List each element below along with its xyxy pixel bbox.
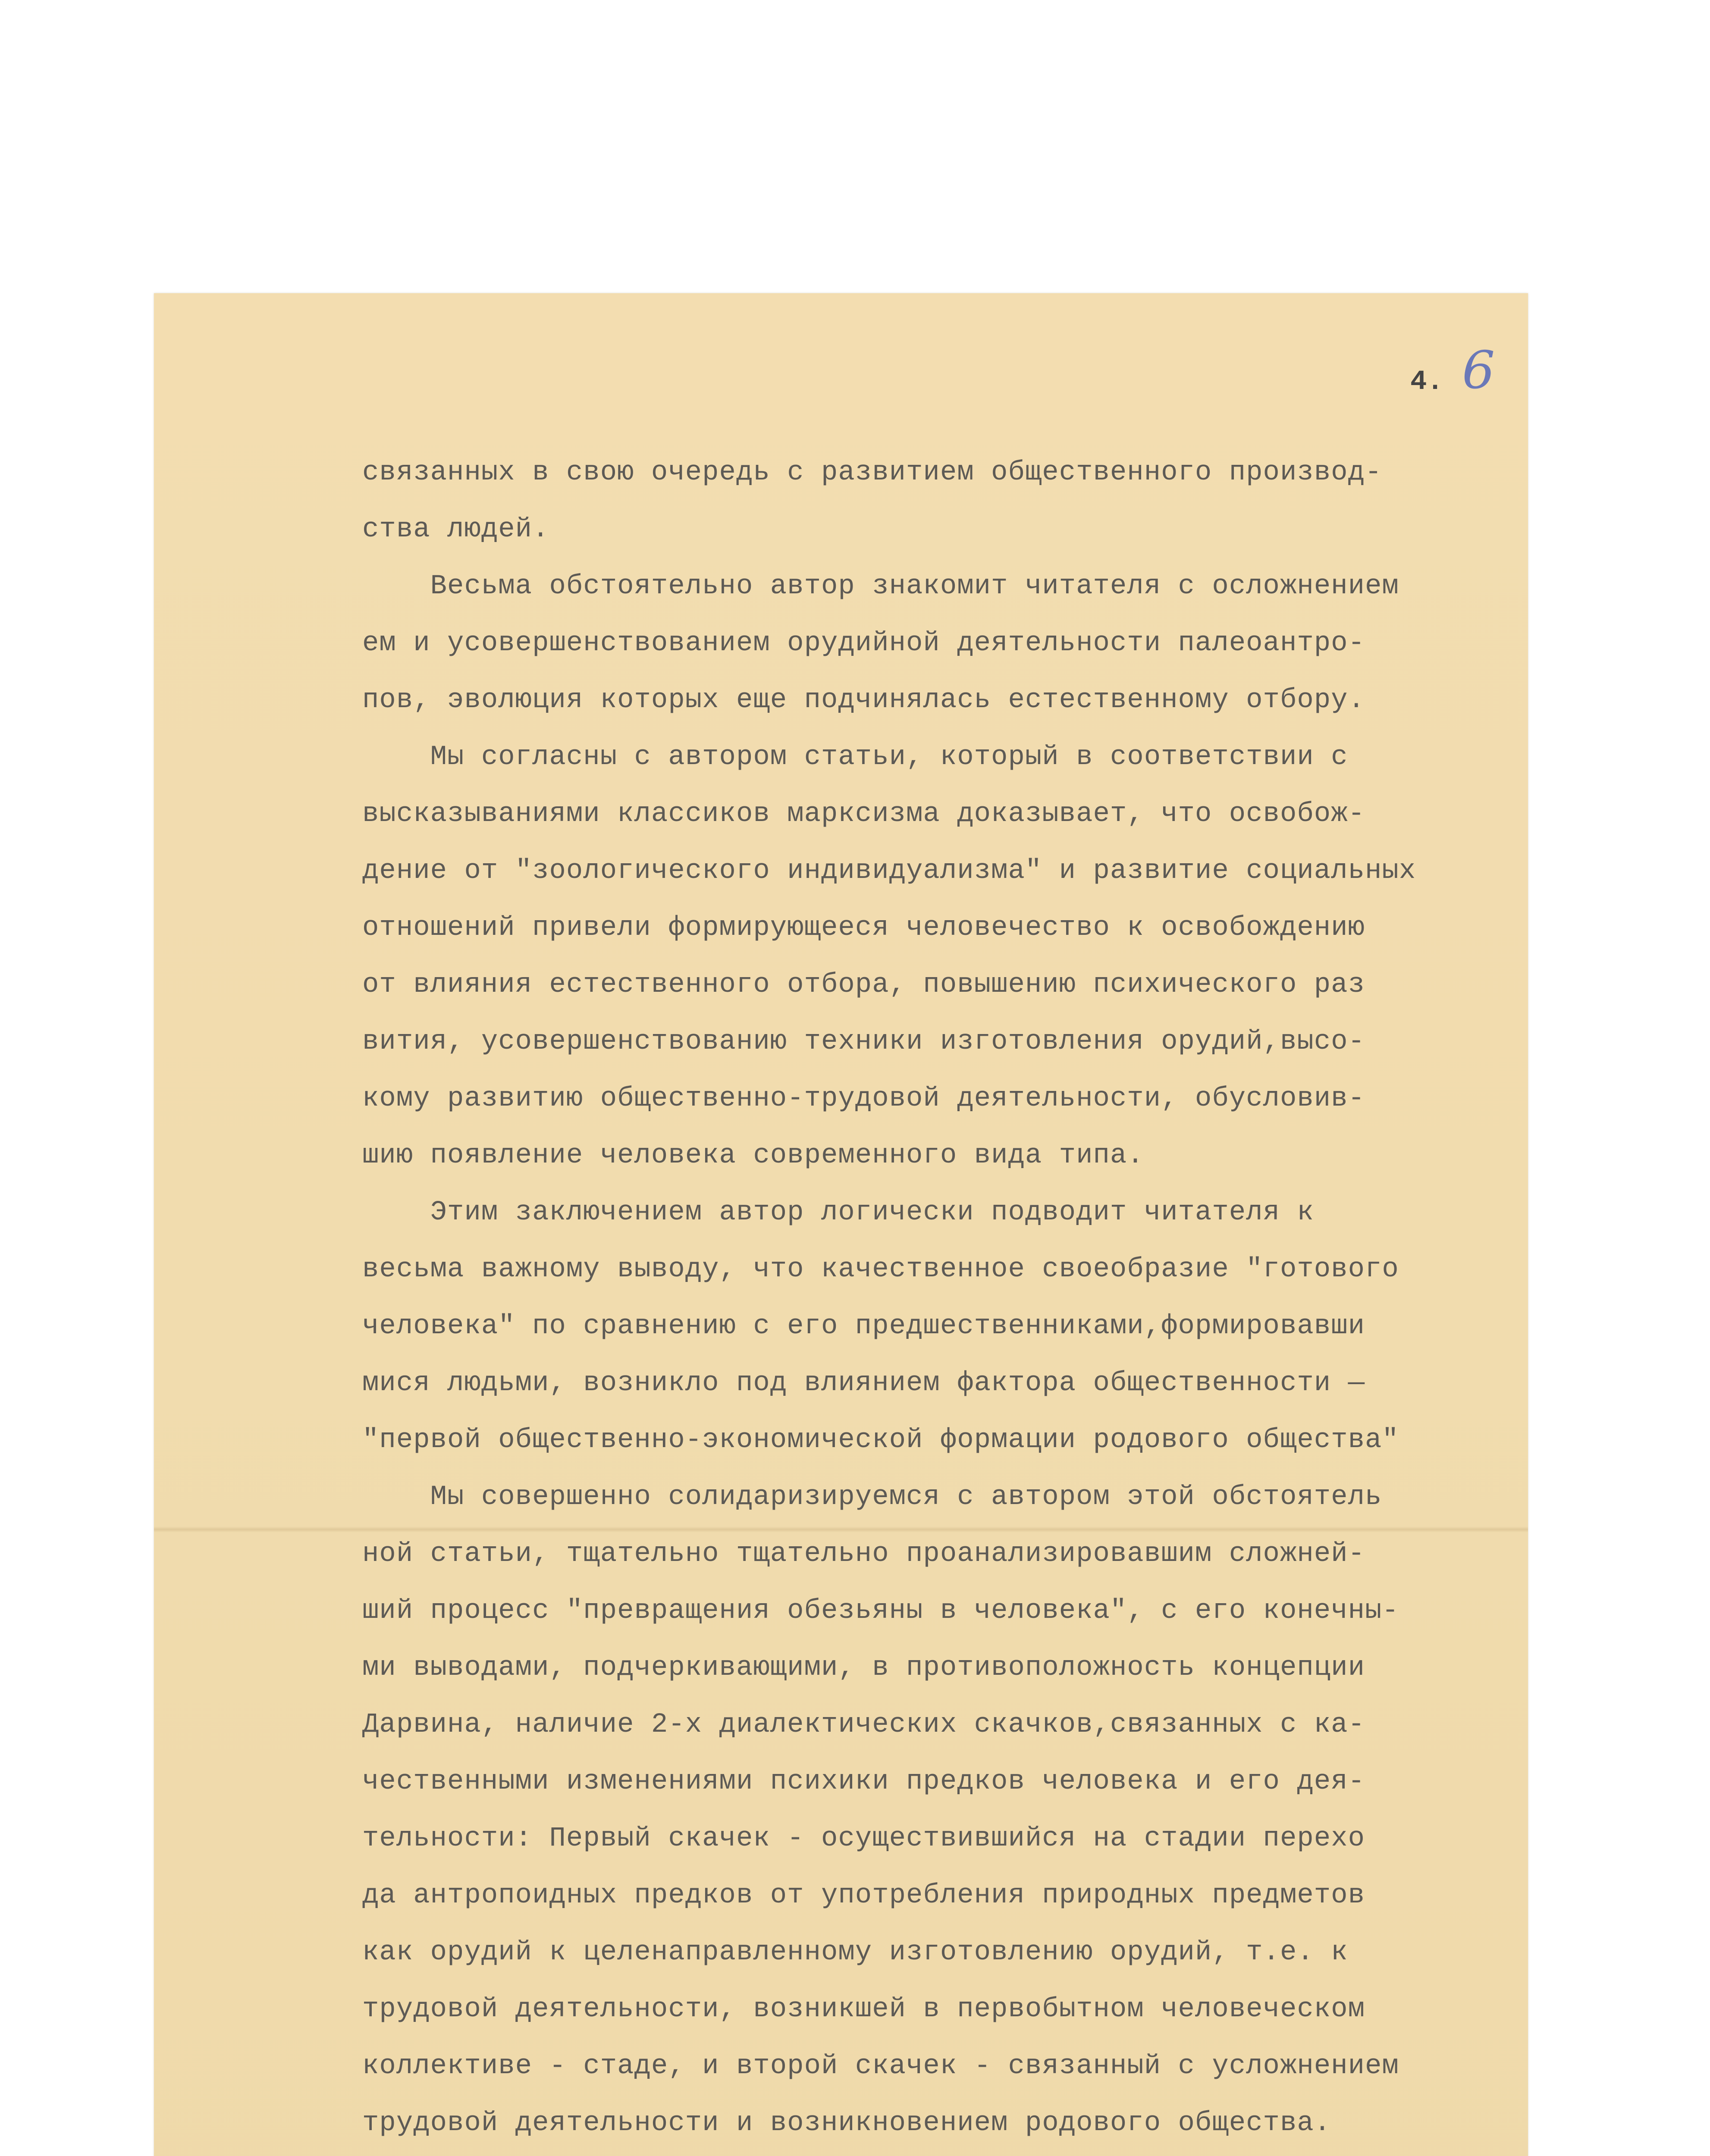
page-number-typed: 4. bbox=[1410, 367, 1443, 398]
text-line: тельности: Первый скачек - осуществившийся на стадии перехо bbox=[362, 1823, 1365, 1854]
text-line: дение от "зоологического индивидуализма" и развитие социальных bbox=[362, 856, 1416, 887]
typed-text-body bbox=[362, 444, 1527, 2152]
text-line: ной статьи, тщательно тщательно проанализировавшим сложней- bbox=[362, 1539, 1365, 1570]
text-line: мися людьми, возникло под влиянием фактора общественности — bbox=[362, 1368, 1365, 1399]
text-line: трудовой деятельности и возникновением родового общества. bbox=[362, 2108, 1331, 2139]
text-line: пов, эволюция которых еще подчинялась естественному отбору. bbox=[362, 685, 1365, 716]
text-line: Мы согласны с автором статьи, который в соответствии с bbox=[362, 742, 1348, 773]
text-line: коллективе - стаде, и второй скачек - связанный с усложнением bbox=[362, 2051, 1399, 2082]
text-line: связанных в свою очередь с развитием общественного производ- bbox=[362, 457, 1382, 488]
text-line: весьма важному выводу, что качественное своеобразие "готового bbox=[362, 1254, 1399, 1285]
text-line: ем и усовершенствованием орудийной деятельности палеоантро- bbox=[362, 628, 1365, 659]
text-line: ства людей. bbox=[362, 514, 549, 545]
text-line: чественными изменениями психики предков человека и его дея- bbox=[362, 1766, 1365, 1797]
text-line: шию появление человека современного вида типа. bbox=[362, 1140, 1144, 1171]
text-line: трудовой деятельности, возникшей в первобытном человеческом bbox=[362, 1994, 1365, 2025]
text-line: как орудий к целенаправленному изготовлению орудий, т.е. к bbox=[362, 1937, 1348, 1968]
text-line: ми выводами, подчеркивающими, в противоположность концепции bbox=[362, 1652, 1365, 1683]
page-number-handwritten: 6 bbox=[1462, 341, 1495, 401]
text-line: да антропоидных предков от употребления природных предметов bbox=[362, 1880, 1365, 1911]
text-line: кому развитию общественно-трудовой деятельности, обусловив- bbox=[362, 1083, 1365, 1114]
text-line: высказываниями классиков марксизма доказывает, что освобож- bbox=[362, 799, 1365, 830]
text-line: от влияния естественного отбора, повышению психического раз bbox=[362, 969, 1365, 1000]
text-line: Мы совершенно солидаризируемся с автором этой обстоятель bbox=[362, 1482, 1382, 1513]
text-line: Дарвина, наличие 2-х диалектических скачков,связанных с ка- bbox=[362, 1709, 1365, 1740]
text-line: "первой общественно-экономической формации родового общества" bbox=[362, 1425, 1399, 1456]
text-line: человека" по сравнению с его предшественниками,формировавши bbox=[362, 1311, 1365, 1342]
text-line: ший процесс "превращения обезьяны в человека", с его конечны- bbox=[362, 1595, 1399, 1626]
text-line: Этим заключением автор логически подводит читателя к bbox=[362, 1197, 1314, 1228]
text-line: отношений привели формирующееся человечество к освобождению bbox=[362, 912, 1365, 943]
text-line: вития, усовершенствованию техники изготовления орудий,высо- bbox=[362, 1026, 1365, 1057]
text-line: Весьма обстоятельно автор знакомит читателя с осложнением bbox=[362, 571, 1399, 602]
